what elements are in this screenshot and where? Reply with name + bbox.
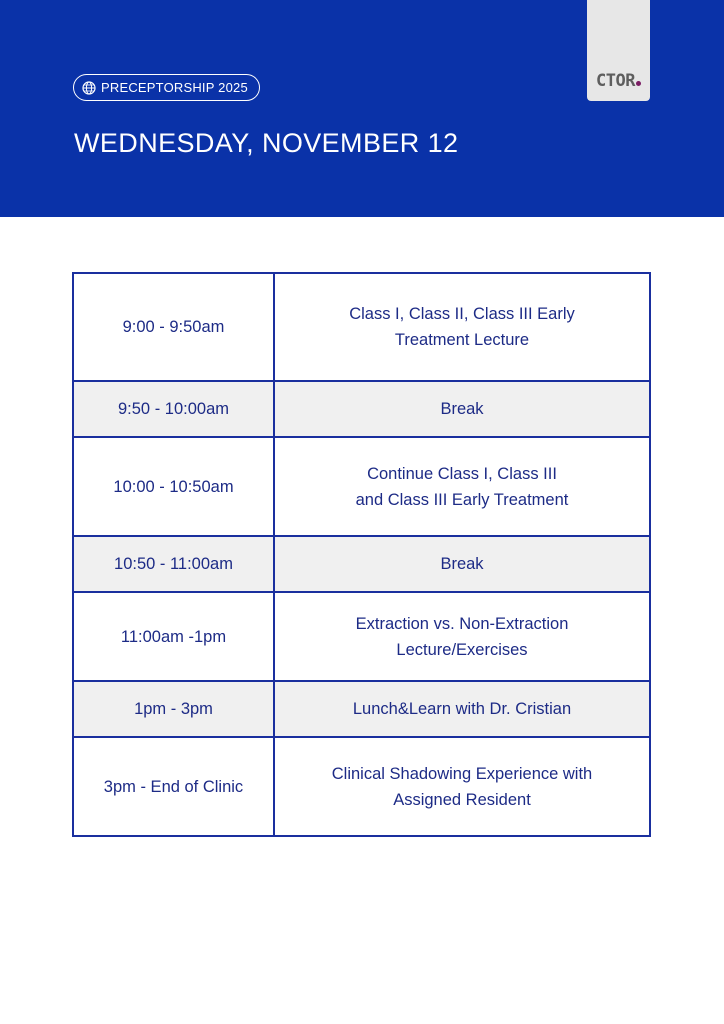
activity-line: Clinical Shadowing Experience with (331, 764, 593, 783)
table-row (73, 381, 650, 437)
time-cell: 9:00 - 9:50am (73, 273, 274, 381)
activity-cell (274, 592, 650, 681)
activity-line: Lecture/Exercises (396, 640, 528, 659)
time-cell: 11:00am -1pm (73, 592, 274, 681)
activity-line: Class I, Class II, Class III Early (349, 305, 575, 323)
logo-tab (587, 0, 650, 101)
schedule-table (72, 272, 651, 837)
activity-line: Extraction vs. Non-Extraction (355, 614, 569, 633)
table-row (73, 437, 650, 536)
activity-cell (274, 681, 650, 737)
time-cell: 10:50 - 11:00am (73, 536, 274, 592)
header-banner (0, 0, 724, 217)
logo (587, 71, 650, 91)
activity-cell (274, 273, 650, 381)
table-row (73, 592, 650, 681)
globe-icon (82, 81, 96, 95)
time-cell: 9:50 - 10:00am (73, 381, 274, 437)
activity-line: Continue Class I, Class III (367, 464, 557, 483)
time-cell: 3pm - End of Clinic (73, 737, 274, 836)
table-row (73, 737, 650, 836)
page-title: WEDNESDAY, NOVEMBER 12 (74, 128, 459, 158)
activity-cell (274, 381, 650, 437)
activity-cell (274, 437, 650, 536)
activity-line: Break (440, 555, 484, 573)
activity-line: and Class III Early Treatment (355, 490, 569, 509)
table-row (73, 536, 650, 592)
program-label: PRECEPTORSHIP 2025 (101, 80, 248, 95)
logo-dot (636, 81, 641, 86)
activity-cell (274, 737, 650, 836)
logo-text: CTOR (596, 71, 635, 91)
table-row (73, 681, 650, 737)
activity-line: Lunch&Learn with Dr. Cristian (352, 700, 572, 718)
activity-line: Break (440, 400, 484, 418)
activity-line: Assigned Resident (393, 790, 531, 809)
time-cell: 1pm - 3pm (73, 681, 274, 737)
time-cell: 10:00 - 10:50am (73, 437, 274, 536)
activity-line: Treatment Lecture (394, 331, 530, 349)
table-row (73, 273, 650, 381)
program-badge (73, 74, 260, 101)
activity-cell (274, 536, 650, 592)
